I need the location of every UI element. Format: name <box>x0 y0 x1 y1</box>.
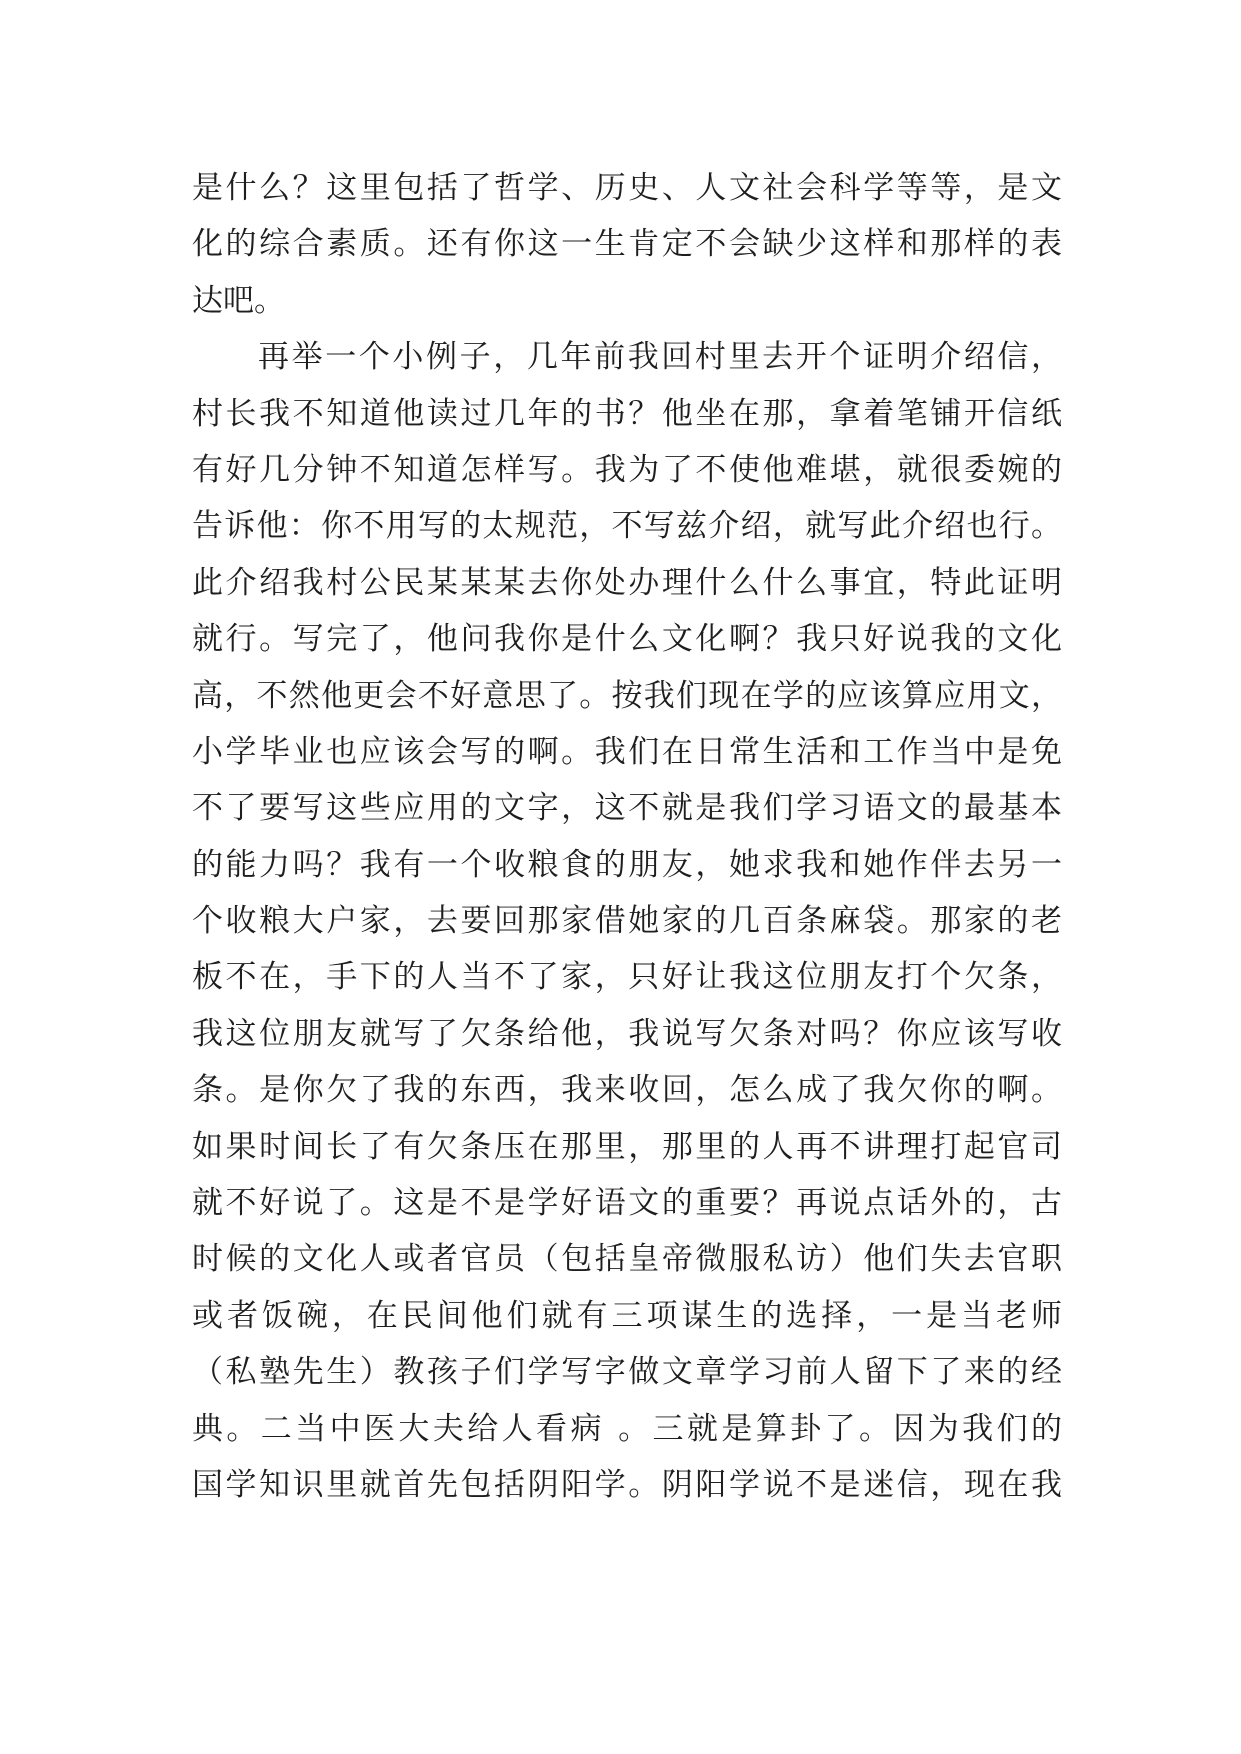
text-line: 时候的文化人或者官员（包括皇帝微服私访）他们失去官职 <box>192 1241 1062 1278</box>
text-line: 告诉他：你不用写的太规范，不写兹介绍，就写此介绍也行。 <box>192 508 1062 545</box>
text-line: 条。是你欠了我的东西，我来收回，怎么成了我欠你的啊。 <box>192 1072 1062 1109</box>
text-line: 高，不然他更会不好意思了。按我们现在学的应该算应用文， <box>192 677 1062 714</box>
text-line: 有好几分钟不知道怎样写。我为了不使他难堪，就很委婉的 <box>192 451 1062 488</box>
text-line: 村长我不知道他读过几年的书？他坐在那，拿着笔铺开信纸 <box>192 395 1062 432</box>
text-line: 再举一个小例子，几年前我回村里去开个证明介绍信， <box>258 339 1062 376</box>
text-line: 个收粮大户家，去要回那家借她家的几百条麻袋。那家的老 <box>192 903 1062 940</box>
text-line: （私塾先生）教孩子们学写字做文章学习前人留下了来的经 <box>192 1354 1062 1391</box>
text-line: 不了要写这些应用的文字，这不就是我们学习语文的最基本 <box>192 790 1062 827</box>
text-line: 是什么？这里包括了哲学、历史、人文社会科学等等，是文 <box>192 170 1062 206</box>
body-text <box>192 160 1062 1513</box>
text-line: 国学知识里就首先包括阴阳学。阴阳学说不是迷信，现在我 <box>192 1466 1062 1503</box>
text-line: 此介绍我村公民某某某去你处办理什么什么事宜，特此证明 <box>192 564 1062 601</box>
text-line: 或者饭碗，在民间他们就有三项谋生的选择，一是当老师 <box>192 1297 1062 1334</box>
text-line: 就不好说了。这是不是学好语文的重要？再说点话外的，古 <box>192 1185 1062 1222</box>
text-line: 的能力吗？我有一个收粮食的朋友，她求我和她作伴去另一 <box>192 846 1062 883</box>
text-line: 化的综合素质。还有你这一生肯定不会缺少这样和那样的表 <box>192 226 1062 263</box>
text-line: 我这位朋友就写了欠条给他，我说写欠条对吗？你应该写收 <box>192 1015 1062 1052</box>
text-line: 达吧。 <box>192 282 285 319</box>
text-line: 小学毕业也应该会写的啊。我们在日常生活和工作当中是免 <box>192 733 1062 770</box>
text-line: 就行。写完了，他问我你是什么文化啊？我只好说我的文化 <box>192 621 1062 658</box>
text-line: 板不在，手下的人当不了家，只好让我这位朋友打个欠条， <box>192 959 1062 996</box>
text-line: 典。二当中医大夫给人看病 。三就是算卦了。因为我们的 <box>192 1410 1062 1447</box>
text-line: 如果时间长了有欠条压在那里，那里的人再不讲理打起官司 <box>192 1128 1062 1165</box>
